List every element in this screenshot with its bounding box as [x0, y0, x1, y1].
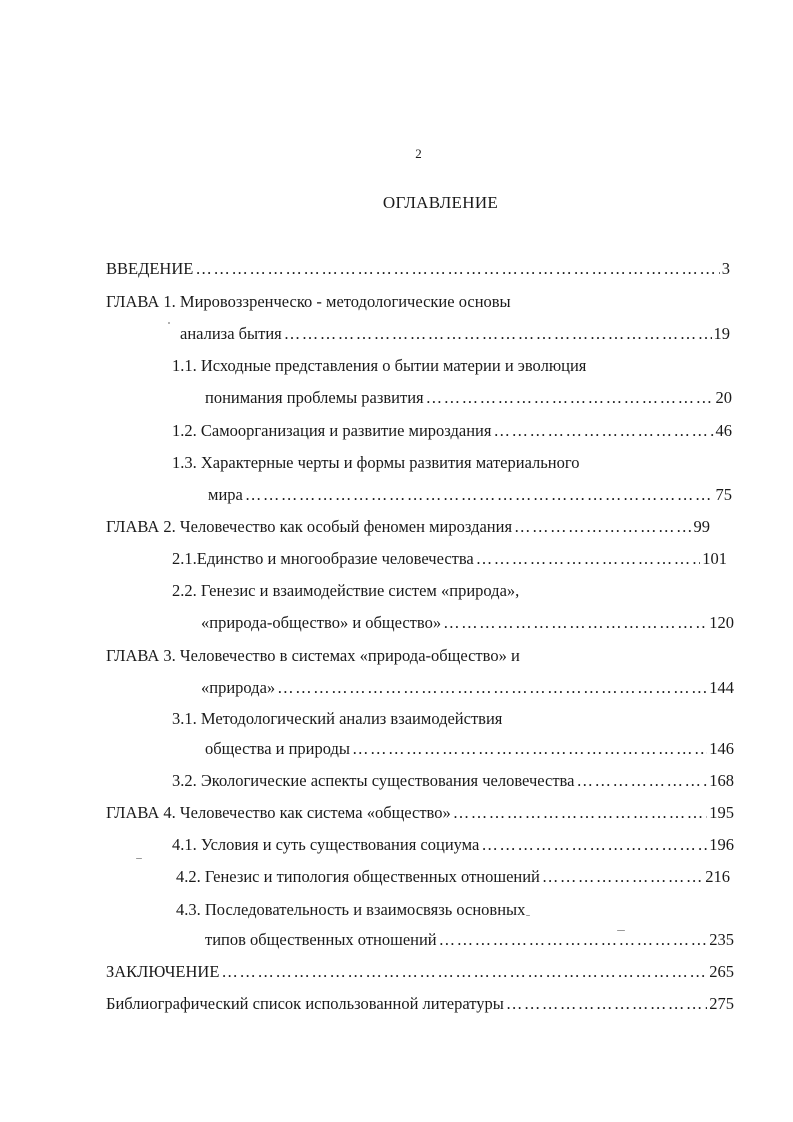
dot-leader: [476, 548, 701, 570]
scan-speck: [526, 915, 530, 916]
dot-leader: [453, 802, 708, 824]
toc-entry-section-1-3[interactable]: 1.3. Характерные черты и формы развития материального: [172, 453, 580, 472]
toc-entry-label: ГЛАВА 4. Человечество как система «общество»: [106, 803, 451, 822]
toc-entry-label: понимания проблемы развития: [205, 388, 424, 407]
toc-entry-section-4-2[interactable]: [176, 866, 730, 888]
toc-entry-label: «природа»: [201, 678, 276, 697]
toc-entry-label: типов общественных отношений: [205, 930, 437, 949]
dot-leader: [506, 993, 707, 1015]
toc-entry-page: 101: [702, 549, 727, 568]
toc-title: ОГЛАВЛЕНИЕ: [382, 193, 499, 212]
toc-entry-section-1-2[interactable]: [172, 420, 732, 442]
dot-leader: [284, 323, 712, 345]
toc-entry-chapter-4[interactable]: [106, 802, 734, 824]
scan-speck: [168, 322, 170, 324]
toc-entry-chapter-3[interactable]: ГЛАВА 3. Человечество в системах «природа-общество» и: [106, 646, 520, 665]
toc-entry-section-1-1[interactable]: 1.1. Исходные представления о бытии материи и эволюция: [172, 356, 587, 375]
toc-entry-section-4-1[interactable]: [172, 834, 734, 856]
toc-entry-section-2-2-cont[interactable]: [201, 612, 734, 634]
toc-entry-conclusion[interactable]: [106, 961, 734, 983]
scan-speck: [617, 930, 625, 931]
dot-leader: [443, 612, 707, 634]
toc-entry-label: общества и природы: [205, 739, 351, 758]
toc-entry-page: 3: [721, 259, 730, 278]
toc-entry-section-4-3-cont[interactable]: [205, 929, 734, 951]
toc-entry-section-1-3-cont[interactable]: [208, 484, 732, 506]
toc-entry-label: мира: [208, 485, 243, 504]
toc-entry-label: 4.2. Генезис и типология общественных отношений: [176, 867, 540, 886]
toc-entry-page: 144: [709, 678, 734, 697]
toc-entry-label: Библиографический список использованной литературы: [106, 994, 504, 1013]
toc-entry-page: 216: [705, 867, 730, 886]
toc-entry-chapter-1-cont[interactable]: [180, 323, 730, 345]
toc-entry-page: 120: [709, 613, 734, 632]
toc-entry-page: 265: [709, 962, 734, 981]
toc-entry-label: 1.2. Самоорганизация и развитие мироздания: [172, 421, 492, 440]
toc-entry-chapter-2[interactable]: [106, 516, 710, 538]
toc-entry-chapter-1[interactable]: ГЛАВА 1. Мировоззренческо - методологические основы: [106, 292, 511, 311]
toc-entry-page: 20: [715, 388, 732, 407]
toc-entry-page: 235: [709, 930, 734, 949]
toc-entry-page: 196: [709, 835, 734, 854]
dot-leader: [439, 929, 708, 951]
dot-leader: [195, 258, 719, 280]
dot-leader: [352, 738, 707, 760]
toc-entry-page: 146: [709, 739, 734, 758]
toc-entry-section-3-1-cont[interactable]: [205, 738, 734, 760]
toc-entry-label: анализа бытия: [180, 324, 282, 343]
toc-entry-chapter-3-cont[interactable]: [201, 677, 734, 699]
toc-entry-section-1-1-cont[interactable]: [205, 387, 732, 409]
scan-speck: [136, 858, 142, 859]
toc-entry-section-3-2[interactable]: [172, 770, 734, 792]
toc-entry-section-2-2[interactable]: 2.2. Генезис и взаимодействие систем «природа»,: [172, 581, 520, 600]
toc-entry-page: 275: [709, 994, 734, 1013]
dot-leader: [277, 677, 707, 699]
toc-entry-bibliography[interactable]: [106, 993, 734, 1015]
dot-leader: [493, 420, 713, 442]
toc-entry-page: 46: [715, 421, 732, 440]
toc-entry-page: 168: [709, 771, 734, 790]
toc-entry-label: ЗАКЛЮЧЕНИЕ: [106, 962, 220, 981]
dot-leader: [481, 834, 707, 856]
toc-entry-section-2-1[interactable]: [172, 548, 727, 570]
toc-entry-page: 195: [709, 803, 734, 822]
page-number: 2: [415, 146, 422, 161]
toc-entry-label: «природа-общество» и общество»: [201, 613, 442, 632]
toc-entry-page: 75: [715, 485, 732, 504]
dot-leader: [426, 387, 714, 409]
toc-entry-label: 2.1.Единство и многообразие человечества: [172, 549, 474, 568]
toc-entry-label: ВВЕДЕНИЕ: [106, 259, 194, 278]
toc-entry-label: 4.1. Условия и суть существования социума: [172, 835, 480, 854]
toc-entry-introduction[interactable]: [106, 258, 730, 280]
toc-entry-section-4-3[interactable]: 4.3. Последовательность и взаимосвязь основных: [176, 900, 526, 919]
toc-entry-section-3-1[interactable]: 3.1. Методологический анализ взаимодействия: [172, 709, 503, 728]
dot-leader: [245, 484, 714, 506]
dot-leader: [221, 961, 707, 983]
toc-entry-page: 99: [693, 517, 710, 536]
toc-entry-label: 3.2. Экологические аспекты существования человечества: [172, 771, 575, 790]
toc-entry-label: ГЛАВА 2. Человечество как особый феномен мироздания: [106, 517, 513, 536]
dot-leader: [542, 866, 703, 888]
dot-leader: [514, 516, 691, 538]
dot-leader: [576, 770, 707, 792]
toc-entry-page: 19: [713, 324, 730, 343]
